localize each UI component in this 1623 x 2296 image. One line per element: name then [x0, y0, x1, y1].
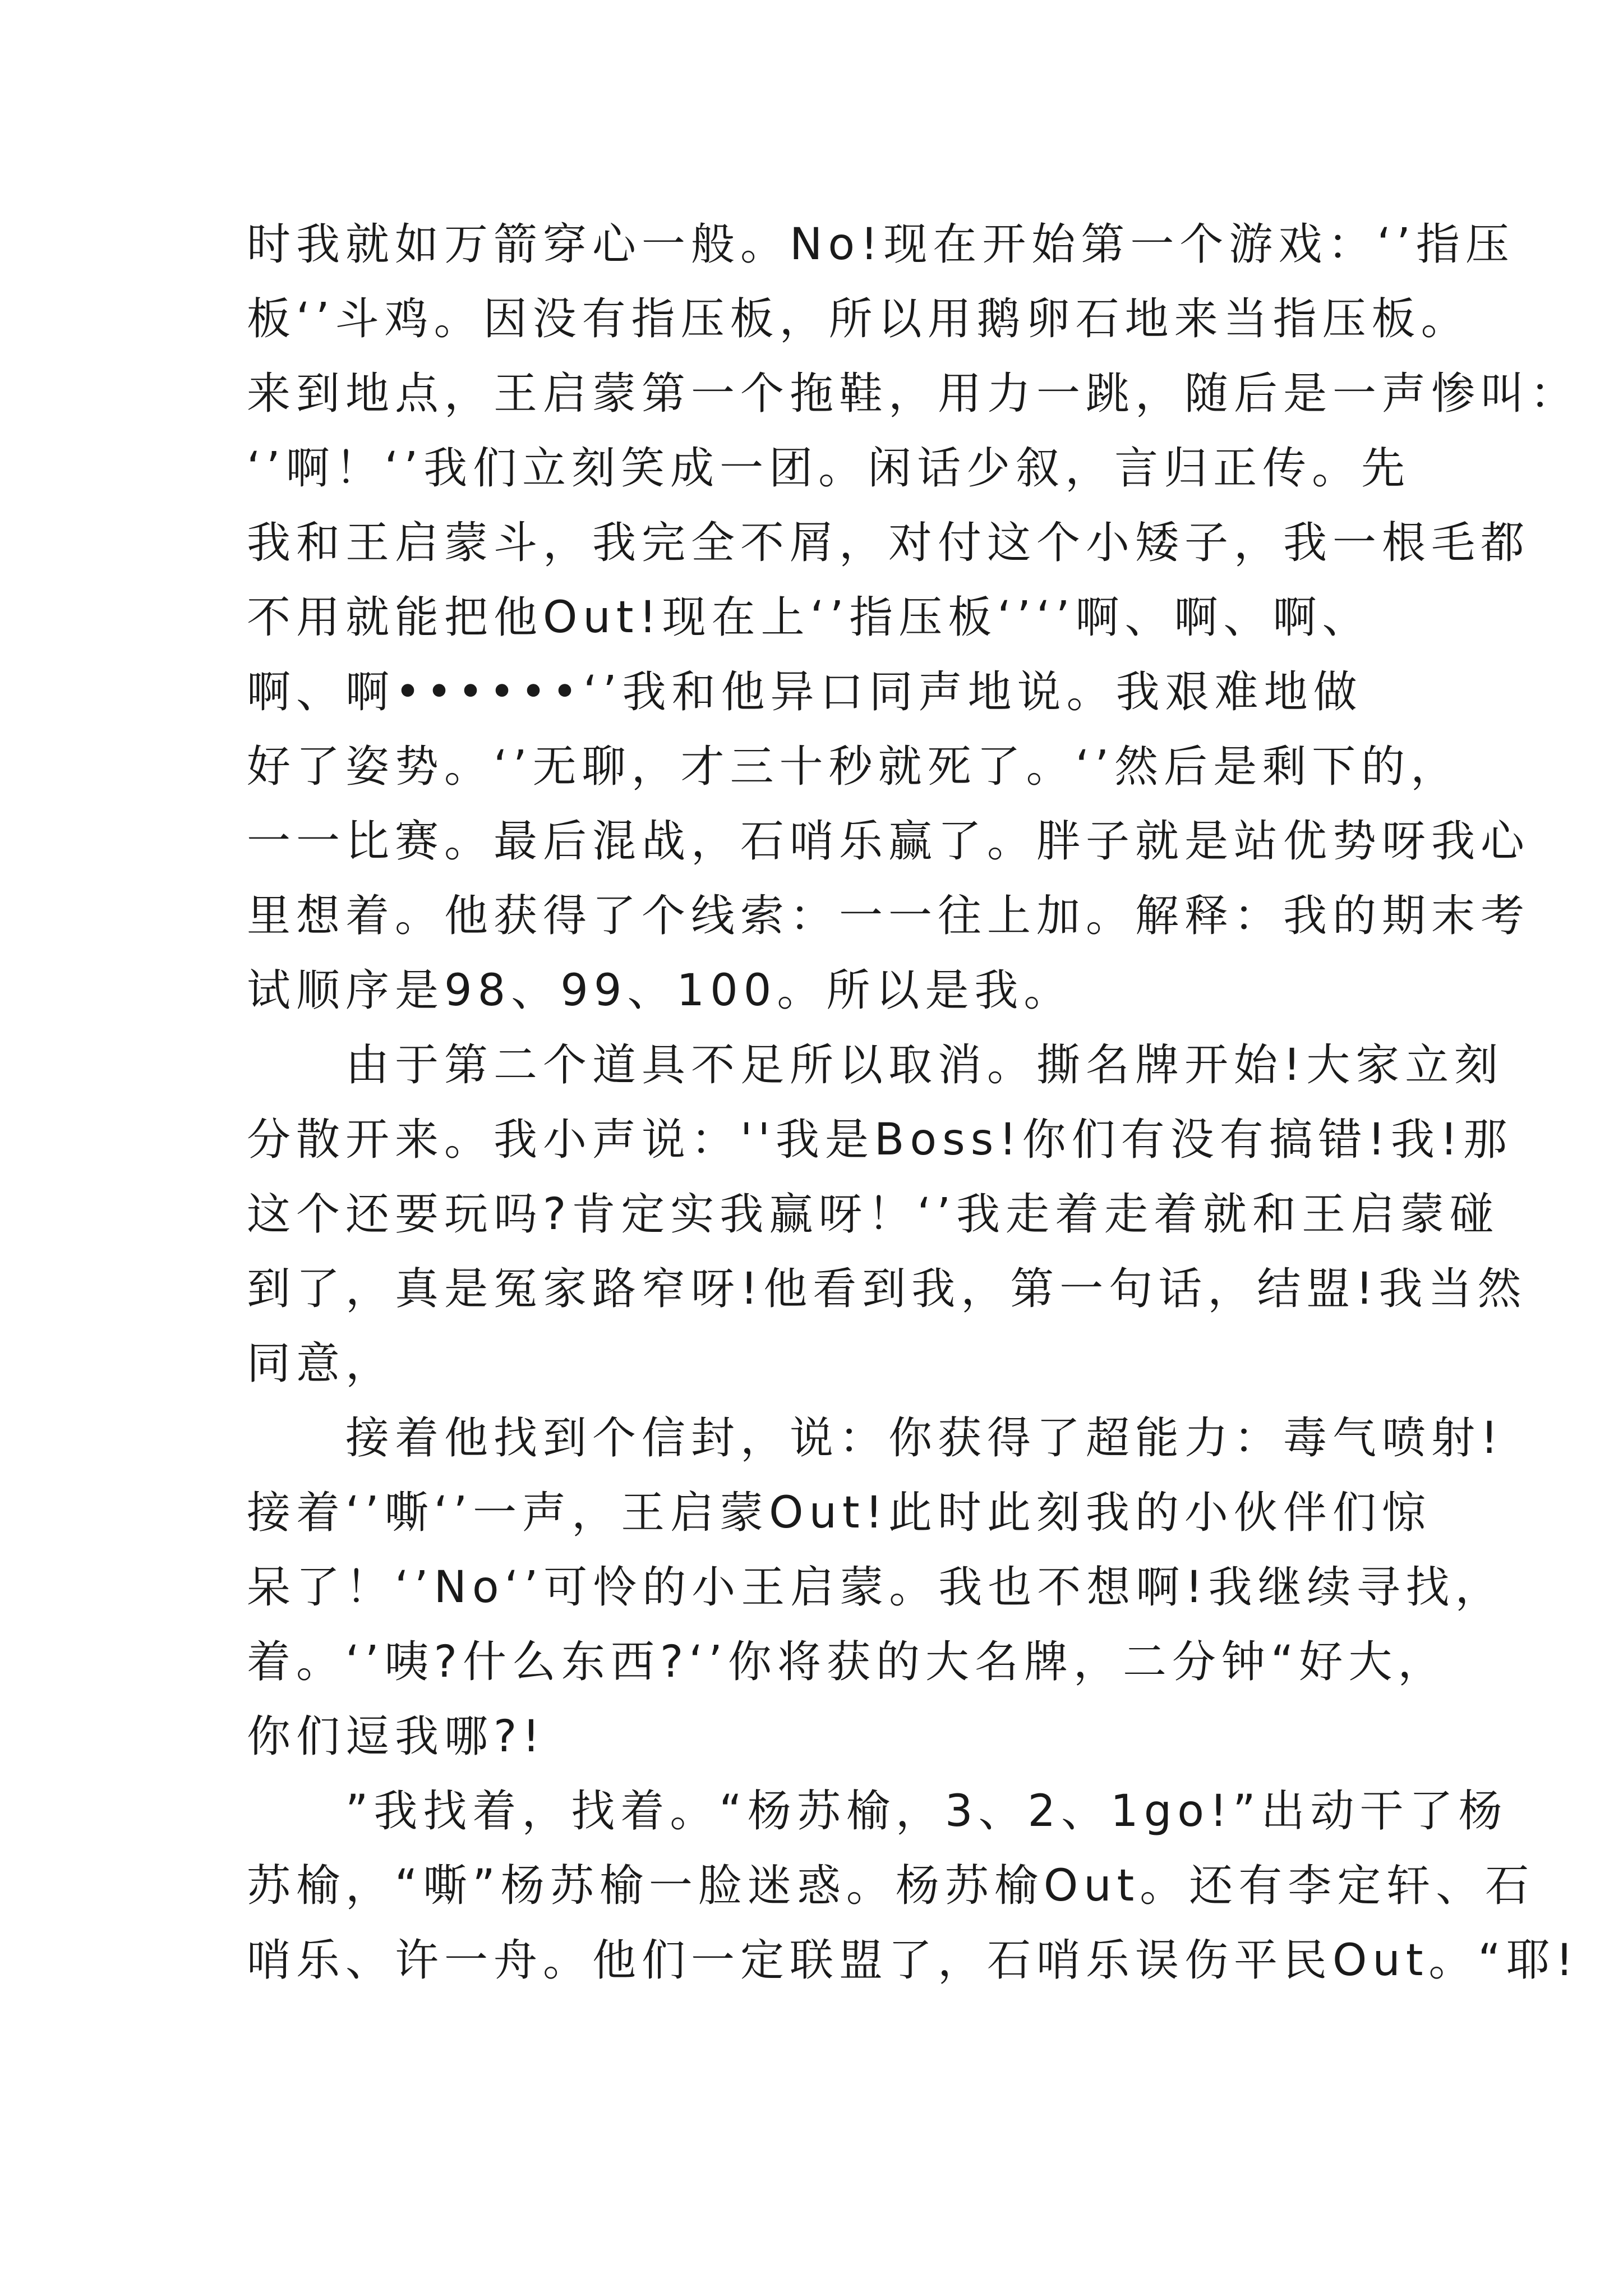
- text-line: ‘’啊！‘’我们立刻笑成一团。闲话少叙，言归正传。先: [247, 443, 1411, 494]
- text-line: 哨乐、许一舟。他们一定联盟了，石哨乐误伤平民Out。“耶!: [247, 1935, 1579, 1986]
- text-line: 接着他找到个信封，说：你获得了超能力：毒气喷射!: [247, 1413, 1504, 1464]
- text-line: 试顺序是98、99、100。所以是我。: [247, 965, 1073, 1016]
- text-line: 同意，: [247, 1338, 395, 1389]
- text-line: 由于第二个道具不足所以取消。撕名牌开始!大家立刻: [247, 1040, 1504, 1091]
- text-line: 分散开来。我小声说：''我是Boss!你们有没有搞错!我!那: [247, 1115, 1513, 1165]
- text-line: 呆了！‘’No‘’可怜的小王启蒙。我也不想啊!我继续寻找，: [247, 1562, 1505, 1613]
- text-line: 这个还要玩吗?肯定实我赢呀！‘’我走着走着就和王启蒙碰: [247, 1189, 1499, 1240]
- document-body: [247, 208, 1580, 1998]
- text-line: 板‘’斗鸡。因没有指压板，所以用鹅卵石地来当指压板。: [247, 294, 1470, 344]
- text-line: 我和王启蒙斗，我完全不屑，对付这个小矮子，我一根毛都: [247, 518, 1530, 568]
- text-line: 时我就如万箭穿心一般。No!现在开始第一个游戏：‘’指压: [247, 219, 1515, 270]
- text-line: 接着‘’嘶‘’一声，王启蒙Out!此时此刻我的小伙伴们惊: [247, 1488, 1431, 1538]
- text-line: 到了，真是冤家路窄呀!他看到我，第一句话，结盟!我当然: [247, 1264, 1527, 1314]
- text-line: 里想着。他获得了个线索：一一往上加。解释：我的期末考: [247, 891, 1530, 941]
- text-line: ”我找着，找着。“杨苏榆，3、2、1go!”出动干了杨: [247, 1786, 1508, 1837]
- text-line: 啊、啊••••••‘’我和他异口同声地说。我艰难地做: [247, 667, 1363, 717]
- text-line: 一一比赛。最后混战，石哨乐赢了。胖子就是站优势呀我心: [247, 816, 1530, 867]
- text-line: 苏榆，“嘶”杨苏榆一脸迷惑。杨苏榆Out。还有李定轩、石: [247, 1861, 1535, 1911]
- text-line: 不用就能把他Out!现在上‘’指压板‘’‘’啊、啊、啊、: [247, 592, 1372, 643]
- text-line: 着。‘’咦?什么东西?‘’你将获的大名牌，二分钟“好大，: [247, 1637, 1447, 1687]
- text-line: 你们逗我哪?!: [247, 1711, 546, 1762]
- text-line: 来到地点，王启蒙第一个拖鞋，用力一跳，随后是一声惨叫：: [247, 369, 1580, 419]
- text-line: 好了姿势。‘’无聊，才三十秒就死了。‘’然后是剩下的，: [247, 742, 1460, 792]
